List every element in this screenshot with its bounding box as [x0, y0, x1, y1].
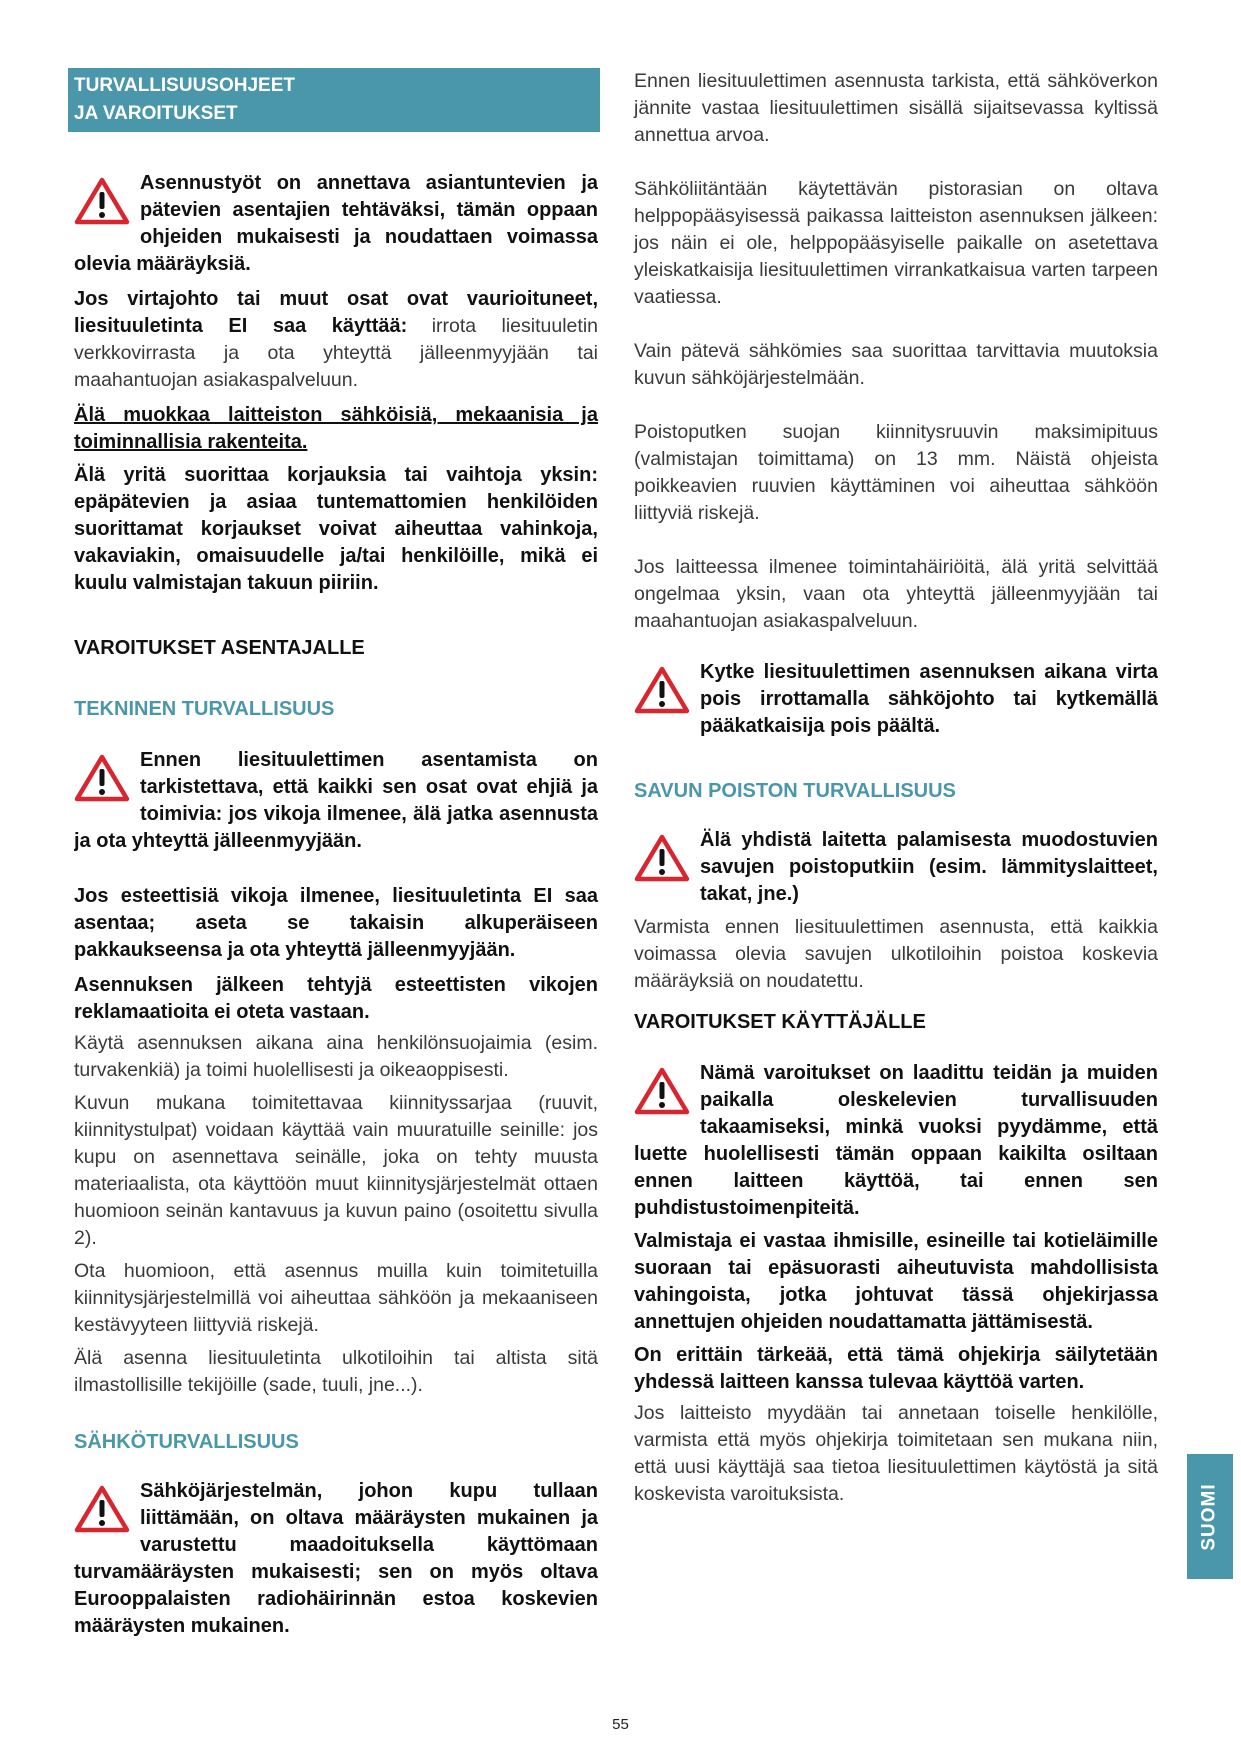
page-number: 55 — [612, 1716, 629, 1733]
warning-triangle-icon — [74, 1484, 130, 1534]
heading-technical-safety: TEKNINEN TURVALLISUUS — [74, 698, 335, 720]
smoke-regulations-note: Varmista ennen liesituulettimen asennusta, että kaikkia voimassa olevia savujen ulkotiloihin poistoa koskevia määräyksiä on noudatettu. — [634, 916, 1158, 992]
malfunction-note: Jos laitteessa ilmenee toimintahäiriöitä, älä yritä selvittää ongelmaa yksin, vaan ota yhteyttä jälleenmyyjään tai maahantuojan asiakaspalveluun. — [634, 556, 1158, 632]
warning-triangle-icon — [634, 1066, 690, 1116]
damaged-cable-note: Jos virtajohto tai muut osat ovat vaurioituneet, liesituuletinta EI saa käyttää: irrota liesituuletin verkkovirrasta ja ota yhteyttä jälleenmyyjään tai maahantuojan asiakaspalveluun. — [74, 288, 598, 391]
warning-triangle-icon — [634, 833, 690, 883]
heading-electrical-safety: SÄHKÖTURVALLISUUS — [74, 1431, 299, 1453]
voltage-check-note: Ennen liesituulettimen asennusta tarkista, että sähköverkon jännite vastaa liesituulettimen sisällä sijaitsevassa kyltissä annettua arvoa. — [634, 70, 1158, 146]
resale-note: Jos laitteisto myydään tai annetaan toiselle henkilölle, varmista että myös ohjekirja toimitetaan sen mukana niin, että uusi käyttäjä saa tietoa liesituulettimen käytöstä ja sitä koskevista varoituksista. — [634, 1402, 1158, 1505]
warning-flue-connection: Älä yhdistä laitetta palamisesta muodostuvien savujen poistoputkiin (esim. lämmityslaitteet, takat, jne.) — [634, 827, 1158, 908]
warning-read-manual: Nämä varoitukset on laadittu teidän ja muiden paikalla oleskelevien turvallisuuden takaamiseksi, minkä vuoksi pyydämme, että luette huolellisesti tämän oppaan kaikilta osiltaan ennen laitteen käyttöä, tai ennen sen puhdistustoimenpiteitä. — [634, 1062, 1158, 1219]
language-tab: SUOMI — [1187, 1454, 1233, 1579]
heading-installer-warnings: VAROITUKSET ASENTAJALLE — [74, 637, 365, 659]
warning-triangle-icon — [74, 176, 130, 226]
mounting-kit-note: Kuvun mukana toimitettavaa kiinnityssarjaa (ruuvit, kiinnitystulpat) voidaan käyttää vain muuratuille seinille: jos kupu on asennettava seinälle, joka on tehty muusta materiaalista, ota käyttöön muut kiinnitysjärjestelmät ottaen huomioon seinän kantavuus ja kuvun paino (osoitettu sivulla 2). — [74, 1092, 598, 1249]
left-column — [74, 68, 598, 1640]
warning-check-parts: Ennen liesituulettimen asentamista on tarkistettava, että kaikki sen osat ovat ehjiä ja toimivia: jos vikoja ilmenee, älä jatka asennusta ja ota yhteyttä jälleenmyyjään. — [74, 749, 598, 852]
warning-electrical-system: Sähköjärjestelmän, johon kupu tullaan liittämään, on oltava määräysten mukainen ja varustettu maadoituksella käyttömaan turvamääräysten mukaisesti; sen on myös oltava Eurooppalaisten radiohäirinnän estoa koskevien määräysten mukainen. — [74, 1480, 598, 1637]
warning-power-off: Kytke liesituulettimen asennuksen aikana virta pois irrottamalla sähköjohto tai kytkemällä pääkatkaisija pois päältä. — [634, 659, 1158, 740]
keep-manual-note: On erittäin tärkeää, että tämä ohjekirja säilytetään yhdessä laitteen kanssa tulevaa käyttöä varten. — [634, 1344, 1158, 1393]
right-column — [634, 68, 1158, 1508]
protective-gear-note: Käytä asennuksen aikana aina henkilönsuojaimia (esim. turvakenkiä) ja toimi huolellisesti ja oikeaoppisesti. — [74, 1032, 598, 1081]
warning-triangle-icon — [74, 753, 130, 803]
warning-installation-experts: Asennustyöt on annettava asiantuntevien ja pätevien asentajien tehtäväksi, tämän oppaan ohjeiden mukaisesti ja noudattaen voimassa olevia määräyksiä. — [74, 172, 598, 275]
heading-user-warnings: VAROITUKSET KÄYTTÄJÄLLE — [634, 1011, 926, 1033]
liability-note: Valmistaja ei vastaa ihmisille, esineille tai kotieläimille suoraan tai epäsuorasti aiheutuvista mahdollisista vahingoista, jotka johtuvat tässä ohjekirjassa annettujen ohjeiden noudattamatta jättämisestä. — [634, 1230, 1158, 1333]
warning-triangle-icon — [634, 665, 690, 715]
do-not-modify-note: Älä muokkaa laitteiston sähköisiä, mekaanisia ja toiminnallisia rakenteita. — [74, 404, 598, 453]
other-fixings-note: Ota huomioon, että asennus muilla kuin toimitetuilla kiinnitysjärjestelmillä voi aiheuttaa sähköön ja mekaaniseen kestävyyteen liittyviä riskejä. — [74, 1260, 598, 1336]
socket-access-note: Sähköliitäntään käytettävän pistorasian on oltava helppopääsyisessä paikassa laitteiston asennuksen jälkeen: jos näin ei ole, helppopääsyiselle paikalle on asetettava yleiskatkaisija liesituulettimen virrankatkaisua varten tarpeen vaatiessa. — [634, 178, 1158, 308]
no-self-repair-note: Älä yritä suorittaa korjauksia tai vaihtoja yksin: epäpätevien ja asiaa tuntemattomien henkilöiden suorittamat korjaukset voivat aiheuttaa vahinkoja, vakaviakin, omaisuudelle ja/tai henkilöille, mikä ei kuulu valmistajan takuun piiriin. — [74, 464, 598, 594]
outdoor-note: Älä asenna liesituuletinta ulkotiloihin tai altista sitä ilmastollisille tekijöille (sade, tuuli, jne...). — [74, 1347, 598, 1396]
heading-smoke-safety: SAVUN POISTON TURVALLISUUS — [634, 780, 956, 802]
no-claims-note: Asennuksen jälkeen tehtyjä esteettisten vikojen reklamaatioita ei oteta vastaan. — [74, 974, 598, 1023]
electrician-note: Vain pätevä sähkömies saa suorittaa tarvittavia muutoksia kuvun sähköjärjestelmään. — [634, 340, 1158, 389]
section-title: TURVALLISUUSOHJEET JA VAROITUKSET — [68, 68, 600, 132]
screw-length-note: Poistoputken suojan kiinnitysruuvin maksimipituus (valmistajan toimittama) on 13 mm. Näistä ohjeista poikkeavien ruuvien käyttäminen voi aiheuttaa sähköön liittyviä riskejä. — [634, 421, 1158, 524]
aesthetic-defects-note: Jos esteettisiä vikoja ilmenee, liesituuletinta EI saa asentaa; aseta se takaisin alkuperäiseen pakkaukseensa ja ota yhteyttä jälleenmyyjään. — [74, 885, 598, 961]
